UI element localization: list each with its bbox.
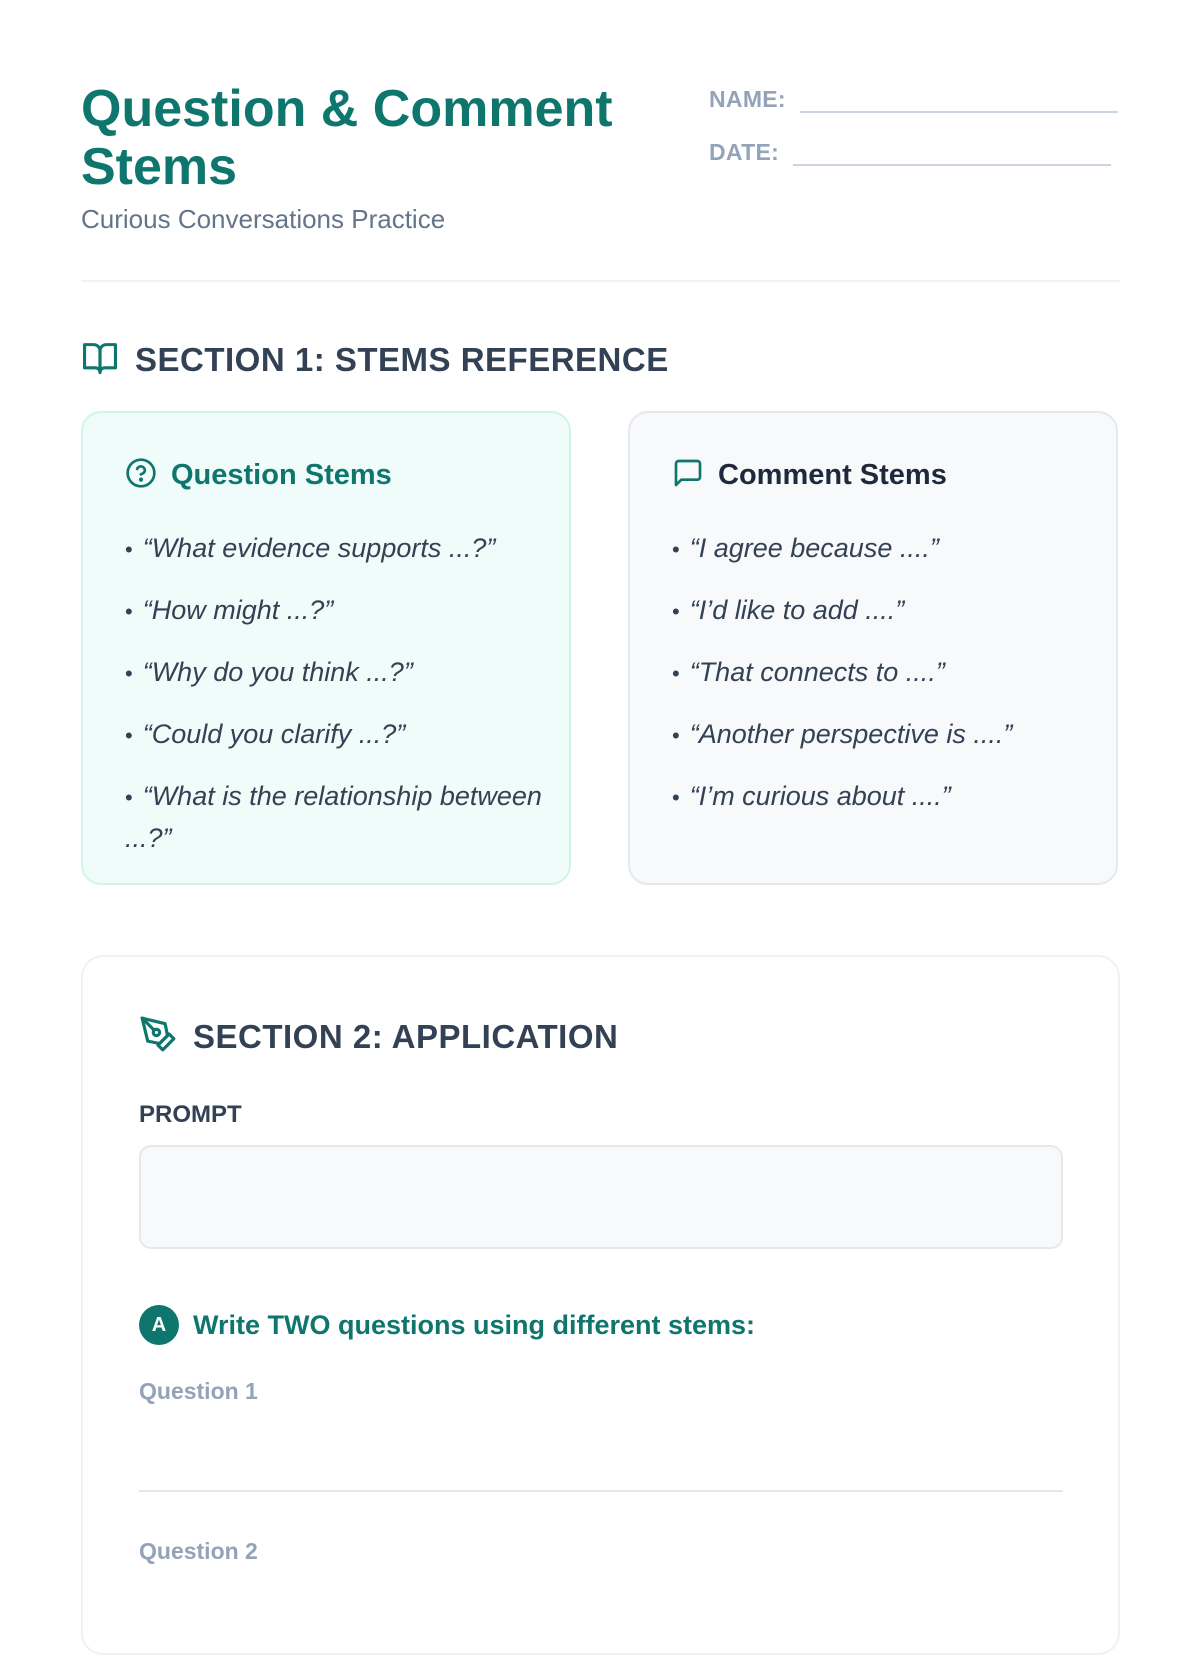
question-stems-card [81, 411, 571, 885]
question1-answer-line[interactable] [139, 1490, 1063, 1492]
help-circle-icon [125, 457, 157, 494]
question1-label: Question 1 [139, 1378, 258, 1404]
list-item: • “What evidence supports ...?” [125, 528, 545, 570]
list-item: • “Another perspective is ....” [672, 714, 1092, 756]
list-item: • “How might ...?” [125, 590, 545, 632]
name-field[interactable] [709, 86, 1118, 113]
question2-label: Question 2 [139, 1538, 258, 1564]
name-label: NAME: [709, 86, 786, 112]
list-item: • “I’d like to add ....” [672, 590, 1092, 632]
question-stems-header [125, 457, 392, 494]
section1-title: SECTION 1: STEMS REFERENCE [135, 340, 669, 378]
header-divider [81, 280, 1120, 282]
task-instruction: Write TWO questions using different stems: [193, 1309, 756, 1340]
task-a [139, 1305, 755, 1345]
section2-heading [139, 1015, 618, 1058]
question-stems-title: Question Stems [171, 459, 392, 491]
section2-title: SECTION 2: APPLICATION [193, 1017, 619, 1055]
list-item: • “Could you clarify ...?” [125, 714, 545, 756]
list-item: • “What is the relationship between ...?” [125, 776, 545, 858]
date-input-line[interactable] [793, 142, 1111, 166]
page-title: Question & Comment Stems [81, 80, 613, 196]
comment-stems-list [672, 528, 1092, 838]
section2-panel [81, 955, 1120, 1655]
date-field[interactable] [709, 139, 1111, 166]
list-item: • “Why do you think ...?” [125, 652, 545, 694]
task-badge: A [139, 1305, 179, 1345]
list-item: • “I’m curious about ....” [672, 776, 1092, 818]
question-stems-list [125, 528, 545, 878]
prompt-label: PROMPT [139, 1101, 242, 1128]
section1-heading [81, 340, 669, 379]
prompt-box[interactable] [139, 1145, 1063, 1249]
message-square-icon [672, 457, 704, 494]
date-label: DATE: [709, 139, 780, 165]
pen-tool-icon [139, 1015, 177, 1058]
book-open-icon [81, 340, 119, 379]
comment-stems-title: Comment Stems [718, 459, 947, 491]
comment-stems-card [628, 411, 1118, 885]
page-subtitle: Curious Conversations Practice [81, 204, 446, 234]
name-input-line[interactable] [800, 89, 1118, 113]
list-item: • “That connects to ....” [672, 652, 1092, 694]
list-item: • “I agree because ....” [672, 528, 1092, 570]
comment-stems-header [672, 457, 947, 494]
